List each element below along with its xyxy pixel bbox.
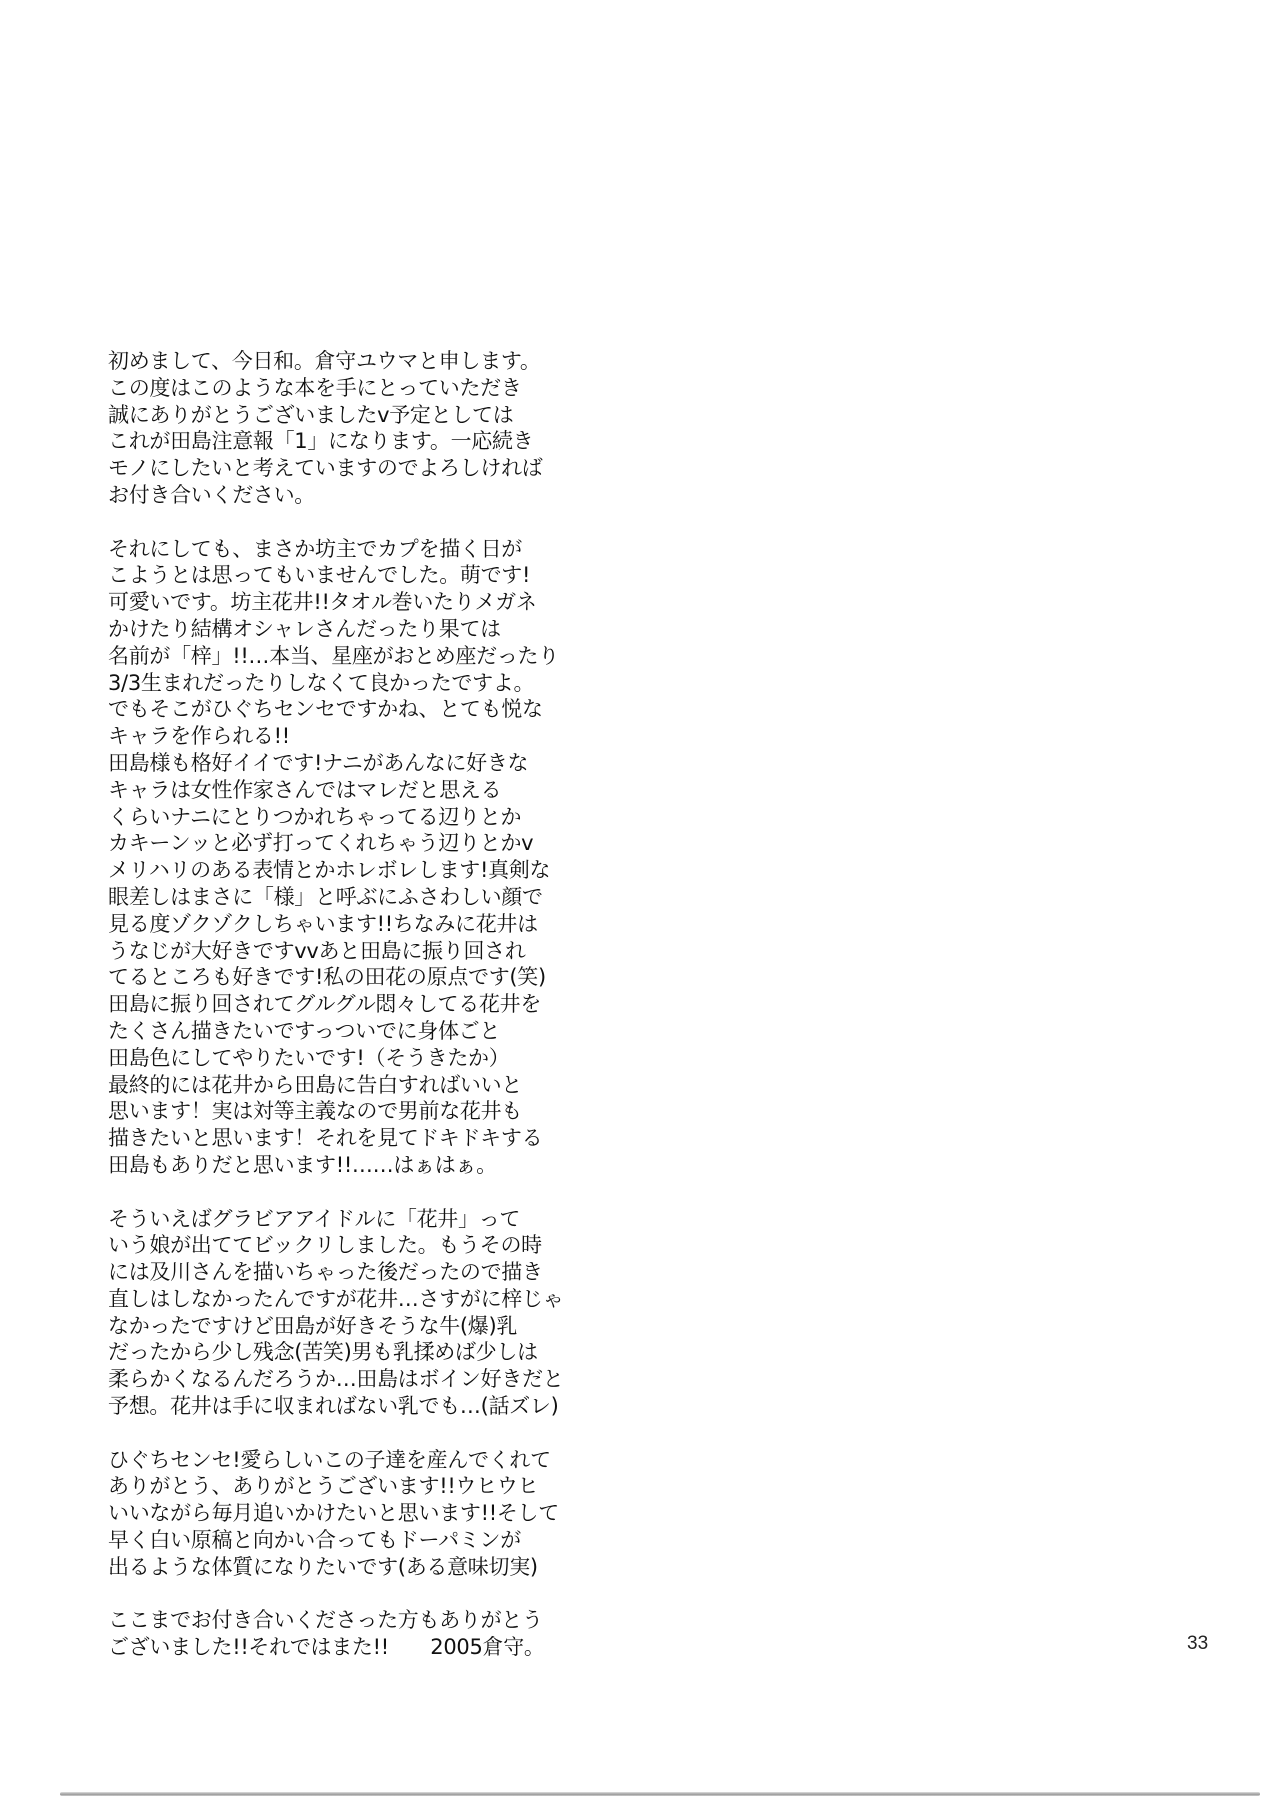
text-line: モノにしたいと考えていますのでよろしければ xyxy=(108,456,543,481)
paragraph-closing xyxy=(108,1607,628,1661)
text-line: 田島様も格好イイです!ナニがあんなに好きな xyxy=(108,750,529,775)
text-line: うなじが大好きですvvあと田島に振り回され xyxy=(108,938,526,963)
text-line: ありがとう、ありがとうございます!!ウヒウヒ xyxy=(108,1474,539,1499)
text-line: いう娘が出ててビックリしました。もうその時 xyxy=(108,1233,542,1258)
text-line: くらいナニにとりつかれちゃってる辺りとか xyxy=(108,804,522,829)
text-line: 見る度ゾクゾクしちゃいます!!ちなみに花井は xyxy=(108,911,538,936)
text-line: そういえばグラビアアイドルに「花井」って xyxy=(108,1206,521,1231)
text-line: カキーンッと必ず打ってくれちゃう辺りとかv xyxy=(108,831,534,856)
text-line: こようとは思ってもいませんでした。萌です! xyxy=(108,563,531,588)
text-line: 可愛いです。坊主花井!!タオル巻いたりメガネ xyxy=(108,590,537,615)
text-line: 田島色にしてやりたいです!（そうきたか） xyxy=(108,1045,510,1070)
bottom-edge-shadow xyxy=(60,1792,1260,1796)
text-line: キャラは女性作家さんではマレだと思える xyxy=(108,777,502,802)
text-line: 思います！実は対等主義なので男前な花井も xyxy=(108,1099,522,1124)
afterword-text xyxy=(108,348,628,1661)
text-line: それにしても、まさか坊主でカプを描く日が xyxy=(108,536,522,561)
text-line: ここまでお付き合いくださった方もありがとう xyxy=(108,1608,543,1633)
text-line: これが田島注意報「1」になります。一応続き xyxy=(108,429,534,454)
paragraph-greeting xyxy=(108,348,628,509)
page-number: 33 xyxy=(1187,1633,1209,1654)
text-line: たくさん描きたいですっついでに身体ごと xyxy=(108,1018,501,1043)
text-line: かけたり結構オシャレさんだったり果ては xyxy=(108,616,501,641)
text-line: でもそこがひぐちセンセですかね、とても悦な xyxy=(108,697,543,722)
text-line: 初めまして、今日和。倉守ユウマと申します。 xyxy=(108,349,541,373)
text-line: 出るような体質になりたいです(ある意味切実) xyxy=(108,1554,538,1579)
text-line: メリハリのある表情とかホレボレします!真剣な xyxy=(108,858,551,883)
text-line: 田島もありだと思います!!……はぁはぁ。 xyxy=(108,1152,497,1177)
text-line: 誠にありがとうございましたv予定としては xyxy=(108,402,514,427)
text-line: 描きたいと思います！それを見てドキドキする xyxy=(108,1126,543,1151)
paragraph-gravure xyxy=(108,1206,628,1420)
text-line: 予想。花井は手に収まればない乳でも…(話ズレ) xyxy=(108,1394,559,1419)
text-line: 最終的には花井から田島に告白すればいいと xyxy=(108,1072,522,1097)
text-line: 田島に振り回されてグルグル悶々してる花井を xyxy=(108,992,542,1017)
text-line: ひぐちセンセ!愛らしいこの子達を産んでくれて xyxy=(108,1447,551,1472)
text-line: てるところも好きです!私の田花の原点です(笑) xyxy=(108,965,546,990)
text-line: 名前が「梓」!!…本当、星座がおとめ座だったり xyxy=(108,643,559,668)
text-line: には及川さんを描いちゃった後だったので描き xyxy=(108,1260,543,1285)
text-line: 3/3生まれだったりしなくて良かったですよ。 xyxy=(108,670,535,695)
text-line: ございました!!それではまた!! 2005倉守。 xyxy=(108,1635,545,1660)
text-line: 柔らかくなるんだろうか…田島はボイン好きだと xyxy=(108,1367,564,1392)
text-line: いいながら毎月追いかけたいと思います!!そして xyxy=(108,1501,559,1526)
text-line: 直しはしなかったんですが花井…さすがに梓じゃ xyxy=(108,1286,564,1311)
text-line: だったから少し残念(苦笑)男も乳揉めば少しは xyxy=(108,1340,538,1365)
paragraph-thanks-author xyxy=(108,1447,628,1581)
text-line: この度はこのような本を手にとっていただき xyxy=(108,375,522,400)
text-line: キャラを作られる!! xyxy=(108,724,290,749)
text-line: 早く白い原稿と向かい合ってもドーパミンが xyxy=(108,1528,521,1553)
text-line: 眼差しはまさに「様」と呼ぶにふさわしい顔で xyxy=(108,884,543,909)
text-line: なかったですけど田島が好きそうな牛(爆)乳 xyxy=(108,1313,518,1338)
paragraph-characters xyxy=(108,536,628,1179)
text-line: お付き合いください。 xyxy=(108,482,315,507)
